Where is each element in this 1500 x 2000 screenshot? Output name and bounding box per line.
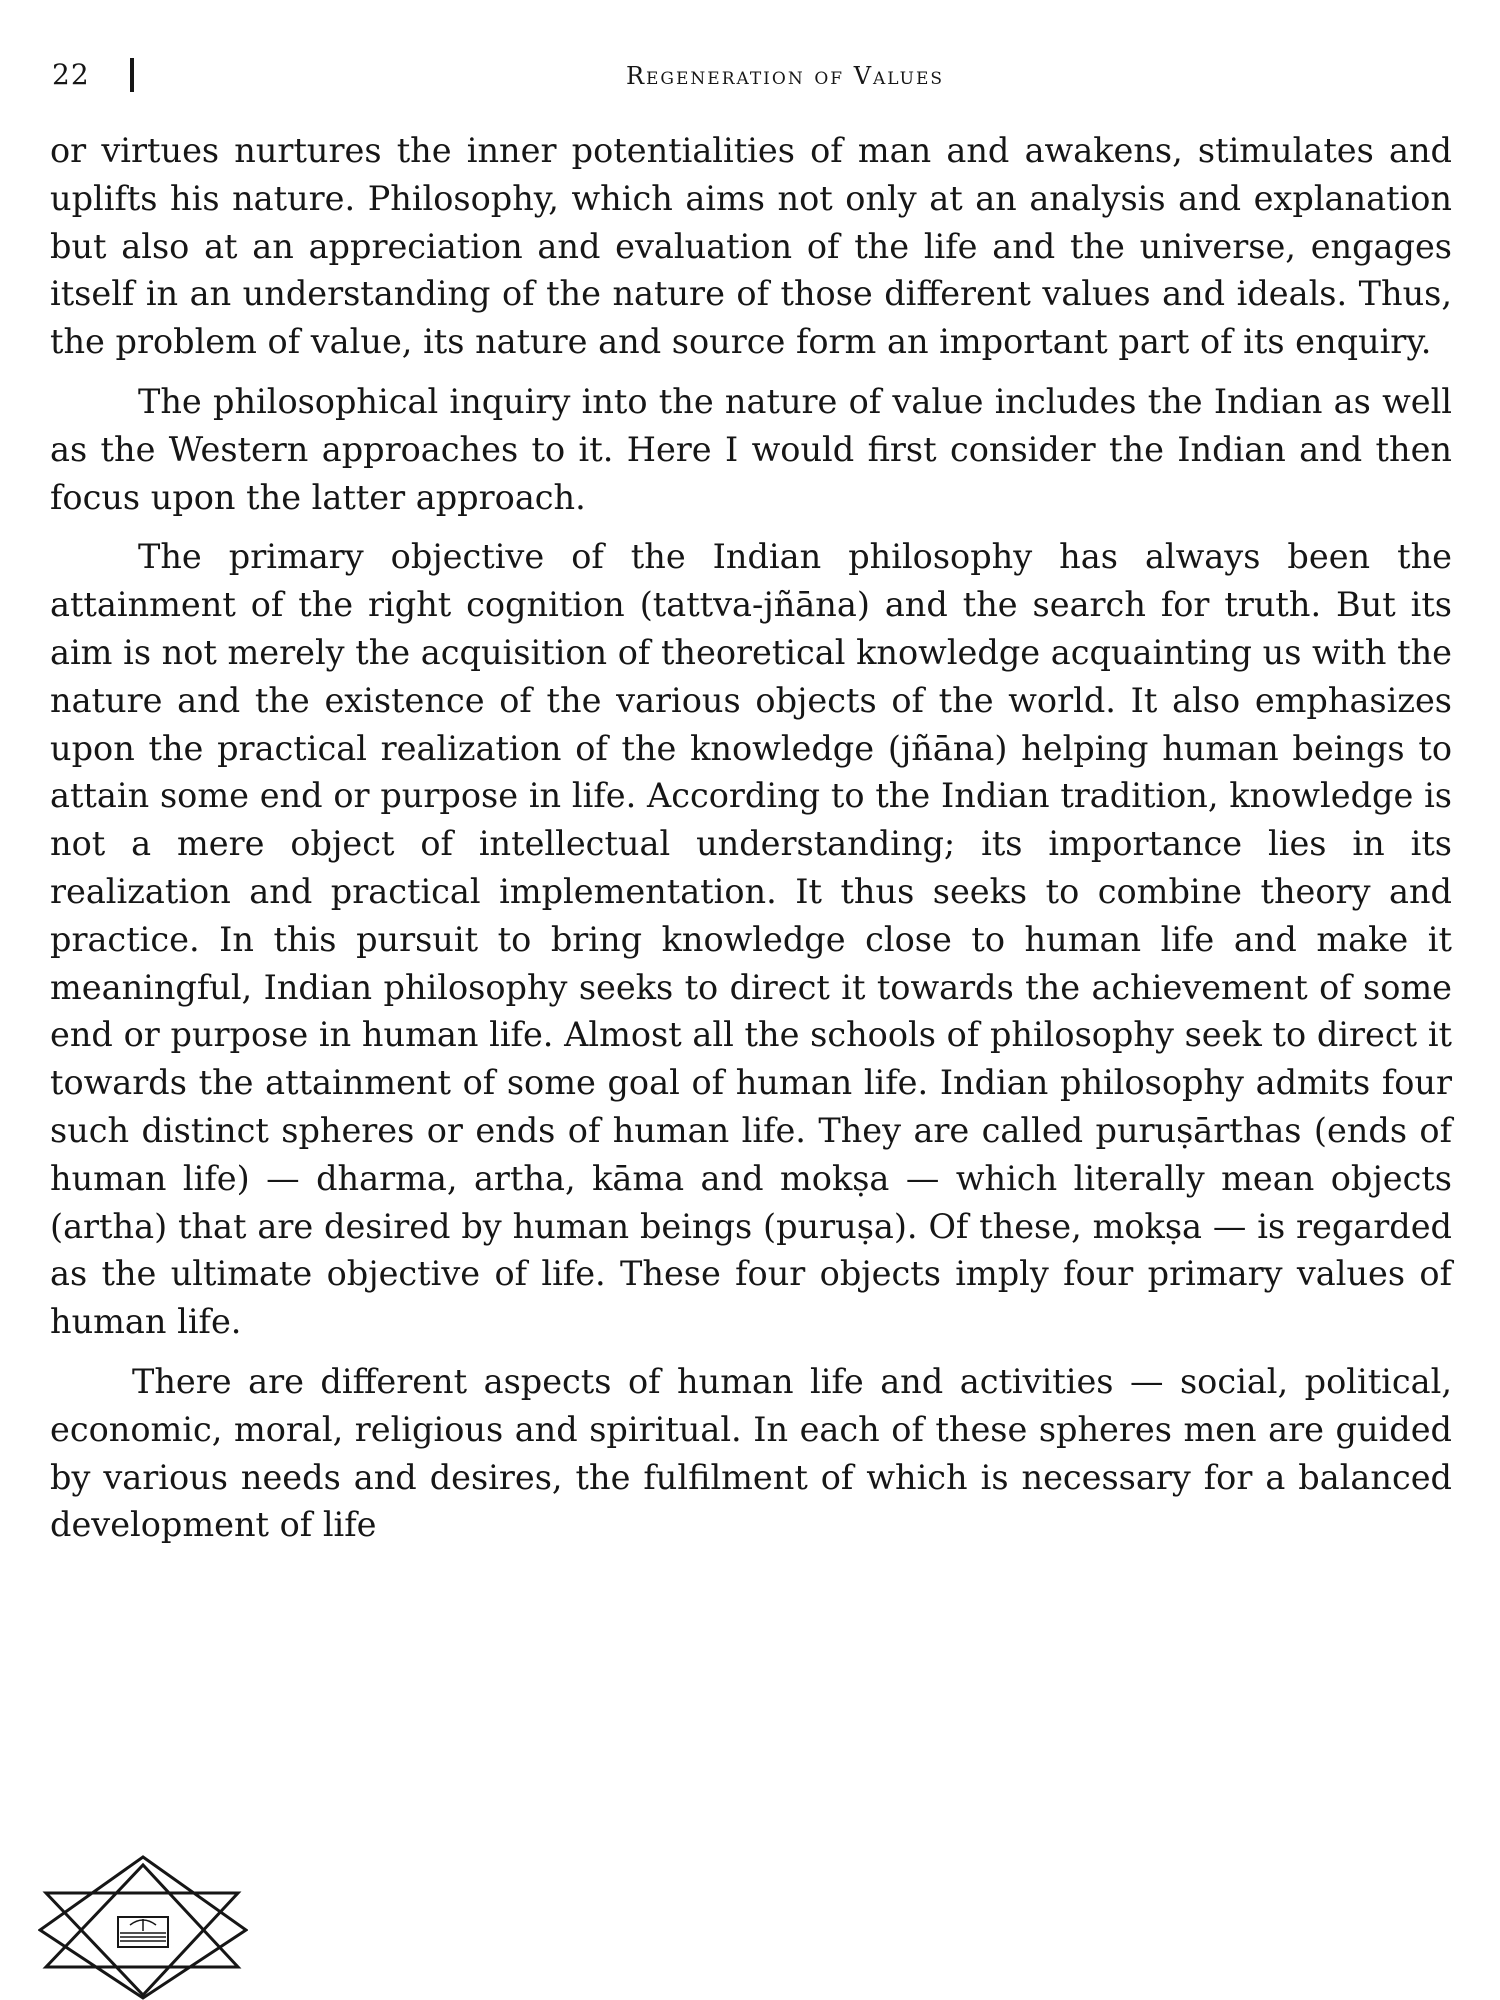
emblem-triangle-down — [46, 1893, 238, 1995]
paragraph-4: There are different aspects of human life and activities — social, political, economic, moral, religious and spiritual. In each of these spheres men are guided by various needs and desires, the fulfilment of which is necessary for a balanced development of life — [50, 1361, 1452, 1545]
paragraph-3: The primary objective of the Indian philosophy has always been the attainment of the right cognition (tattva-jñāna) and the search for truth. But its aim is not merely the acquisition of theoretical knowledge acquainting us with the nature and the existence of the various objects of the world. It also emphasizes upon the practical realization of the knowledge (jñāna) helping human beings to attain some end or purpose in life. According to the Indian tradition, knowledge is not a mere object of intellectual understanding; its importance lies in its realization and practical implementation. It thus seeks to combine theory and practice. In this pursuit to bring knowledge close to human life and make it meaningful, Indian philosophy seeks to direct it towards the achievement of some end or purpose in human life. Almost all the schools of philosophy seek to direct it towards the attainment of some goal of human life. Indian philosophy admits four such distinct spheres or ends of human life. They are called puruṣārthas (ends of human life) — dharma, artha, kāma and mokṣa — which literally mean objects (artha) that are desired by human beings (puruṣa). Of these, mokṣa — is regarded as the ultimate objective of life. These four objects imply four primary values of human life. — [50, 537, 1452, 1342]
running-head: Regeneration of Values — [625, 62, 945, 90]
hexagram-emblem-icon — [38, 1855, 248, 2000]
page-header — [52, 52, 1448, 102]
page-number: 22 — [52, 58, 90, 91]
paragraph-1: or virtues nurtures the inner potentialities of man and awakens, stimulates and uplifts his nature. Philosophy, which aims not only at an analysis and explanation but also at an appreciation and evaluation of the life and the universe, engages itself in an understanding of the nature of those different values and ideals. Thus, the problem of value, its nature and source form an important part of its enquiry. — [50, 131, 1452, 362]
paragraph-2: The philosophical inquiry into the nature of value includes the Indian as well as the Western approaches to it. Here I would first consider the Indian and then focus upon the latter approach. — [50, 381, 1452, 517]
body-text — [50, 127, 1452, 1561]
